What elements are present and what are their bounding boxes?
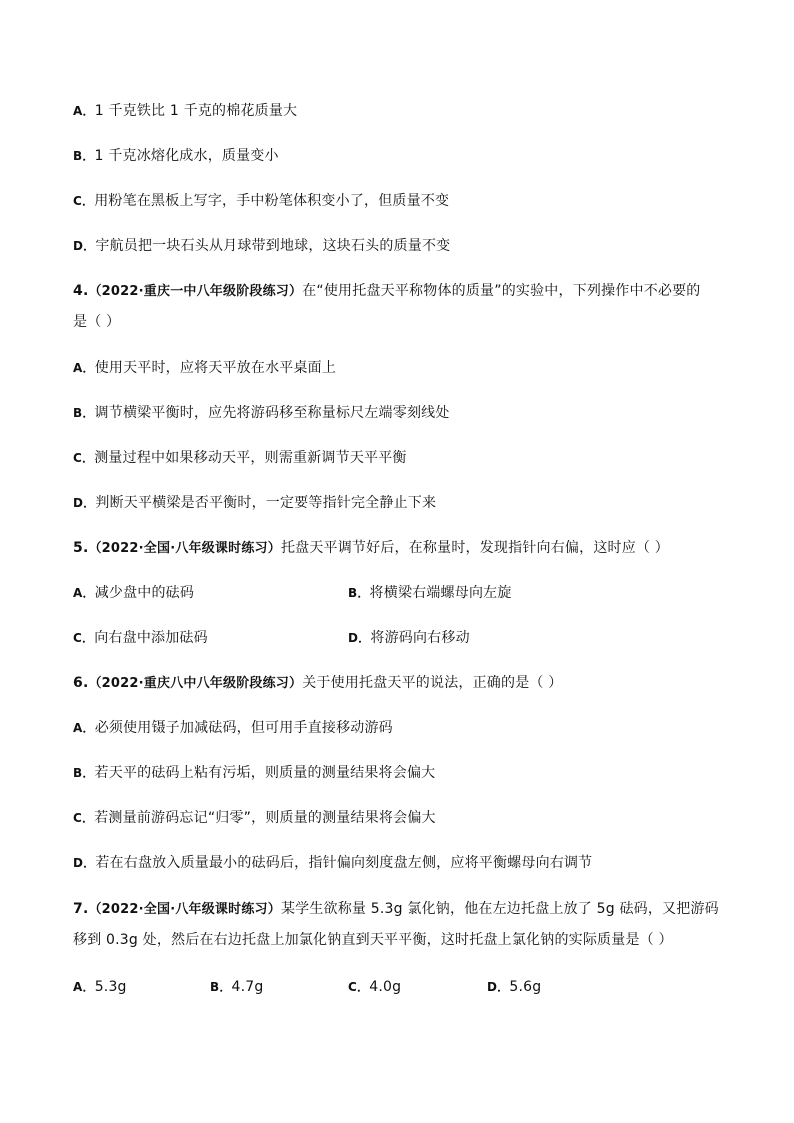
option-text: 1 千克冰熔化成水，质量变小 — [94, 148, 279, 164]
question-stem: 在“使用托盘天平称物体的质量”的实验中，下列操作中不必要的 — [302, 283, 701, 299]
q7-option-d — [487, 977, 541, 997]
option-text: 若在右盘放入质量最小的砝码后，指针偏向刻度盘左侧，应将平衡螺母向右调节 — [95, 855, 593, 871]
option-letter: C． — [73, 194, 95, 208]
question-number: 5. — [73, 540, 89, 556]
option-letter: A． — [73, 980, 95, 994]
question-source: （2022·全国·八年级课时练习） — [88, 541, 281, 556]
option-text: 使用天平时，应将天平放在水平桌面上 — [94, 360, 337, 376]
q7-option-c — [348, 977, 401, 997]
q7-stem-line2 — [73, 930, 673, 950]
q5-option-c — [73, 630, 208, 646]
question-stem: 关于使用托盘天平的说法，正确的是（ ） — [302, 675, 563, 691]
q7-options-row — [73, 977, 633, 997]
question-source: （2022·重庆八中八年级阶段练习） — [88, 676, 303, 691]
q3-option-d — [73, 236, 450, 256]
option-letter: C． — [73, 811, 95, 825]
q7-option-a — [73, 979, 127, 995]
option-letter: D． — [73, 496, 96, 510]
q5-stem — [73, 538, 669, 559]
option-letter: B． — [73, 406, 95, 420]
option-letter: C． — [73, 631, 95, 645]
option-letter: A． — [73, 361, 95, 375]
option-text: 减少盘中的砝码 — [94, 585, 195, 601]
option-letter: D． — [487, 980, 510, 994]
option-letter: D． — [348, 631, 371, 645]
option-letter: B． — [73, 149, 95, 163]
question-stem: 托盘天平调节好后，在称量时，发现指针向右偏，这时应（ ） — [280, 540, 669, 556]
q5-option-b — [348, 583, 512, 603]
option-text: 将游码向右移动 — [370, 630, 470, 646]
q6-option-c — [73, 808, 436, 828]
q4-option-b — [73, 403, 450, 423]
option-letter: C． — [73, 451, 95, 465]
option-text: 用粉笔在黑板上写字，手中粉笔体积变小了，但质量不变 — [94, 193, 450, 209]
q3-option-a — [73, 101, 297, 121]
option-text: 判断天平横梁是否平衡时，一定要等指针完全静止下来 — [95, 495, 437, 511]
q5-option-d — [348, 628, 470, 648]
option-letter: A． — [73, 104, 95, 118]
question-stem-continued: 是（ ） — [73, 314, 121, 330]
option-letter: A． — [73, 586, 95, 600]
option-letter: B． — [348, 586, 370, 600]
question-number: 4. — [73, 283, 89, 299]
q3-option-b — [73, 146, 279, 166]
q7-option-b — [210, 977, 264, 997]
q6-option-a — [73, 718, 393, 738]
q7-stem-line1 — [73, 899, 719, 920]
question-stem: 某学生欲称量 5.3g 氯化钠，他在左边托盘上放了 5g 砝码，又把游码 — [280, 901, 719, 917]
question-number: 6. — [73, 675, 89, 691]
option-text: 宇航员把一块石头从月球带到地球，这块石头的质量不变 — [95, 238, 451, 254]
q4-stem-line1 — [73, 281, 701, 302]
question-stem-continued: 移到 0.3g 处，然后在右边托盘上加氯化钠直到天平平衡，这时托盘上氯化钠的实际质量是（ ） — [73, 932, 673, 948]
q5-option-a — [73, 585, 194, 601]
option-letter: D． — [73, 856, 96, 870]
question-source: （2022·全国·八年级课时练习） — [88, 902, 281, 917]
question-number: 7. — [73, 901, 89, 917]
option-text: 若天平的砝码上粘有污垢，则质量的测量结果将会偏大 — [94, 765, 436, 781]
q6-stem — [73, 673, 562, 694]
q6-option-d — [73, 853, 592, 873]
option-text: 若测量前游码忘记“归零”，则质量的测量结果将会偏大 — [94, 810, 436, 826]
option-letter: C． — [348, 980, 370, 994]
option-text: 1 千克铁比 1 千克的棉花质量大 — [94, 103, 298, 119]
q4-option-a — [73, 358, 336, 378]
option-letter: B． — [73, 766, 95, 780]
option-text: 调节横梁平衡时，应先将游码移至称量标尺左端零刻线处 — [94, 405, 450, 421]
question-source: （2022·重庆一中八年级阶段练习） — [88, 284, 303, 299]
q4-option-d — [73, 493, 436, 513]
option-text: 4.7g — [231, 979, 264, 995]
option-text: 必须使用镊子加减砝码，但可用手直接移动游码 — [94, 720, 393, 736]
q5-options-row2 — [73, 628, 633, 648]
q4-option-c — [73, 448, 407, 468]
option-text: 5.3g — [94, 979, 127, 995]
option-text: 向右盘中添加砝码 — [94, 630, 208, 646]
q5-options-row1 — [73, 583, 633, 603]
q6-option-b — [73, 763, 435, 783]
option-text: 测量过程中如果移动天平，则需重新调节天平平衡 — [94, 450, 407, 466]
q4-stem-line2 — [73, 312, 120, 332]
option-letter: B． — [210, 980, 232, 994]
option-letter: A． — [73, 721, 95, 735]
option-letter: D． — [73, 239, 96, 253]
option-text: 4.0g — [369, 979, 402, 995]
q3-option-c — [73, 191, 449, 211]
option-text: 将横梁右端螺母向左旋 — [369, 585, 512, 601]
option-text: 5.6g — [509, 979, 542, 995]
